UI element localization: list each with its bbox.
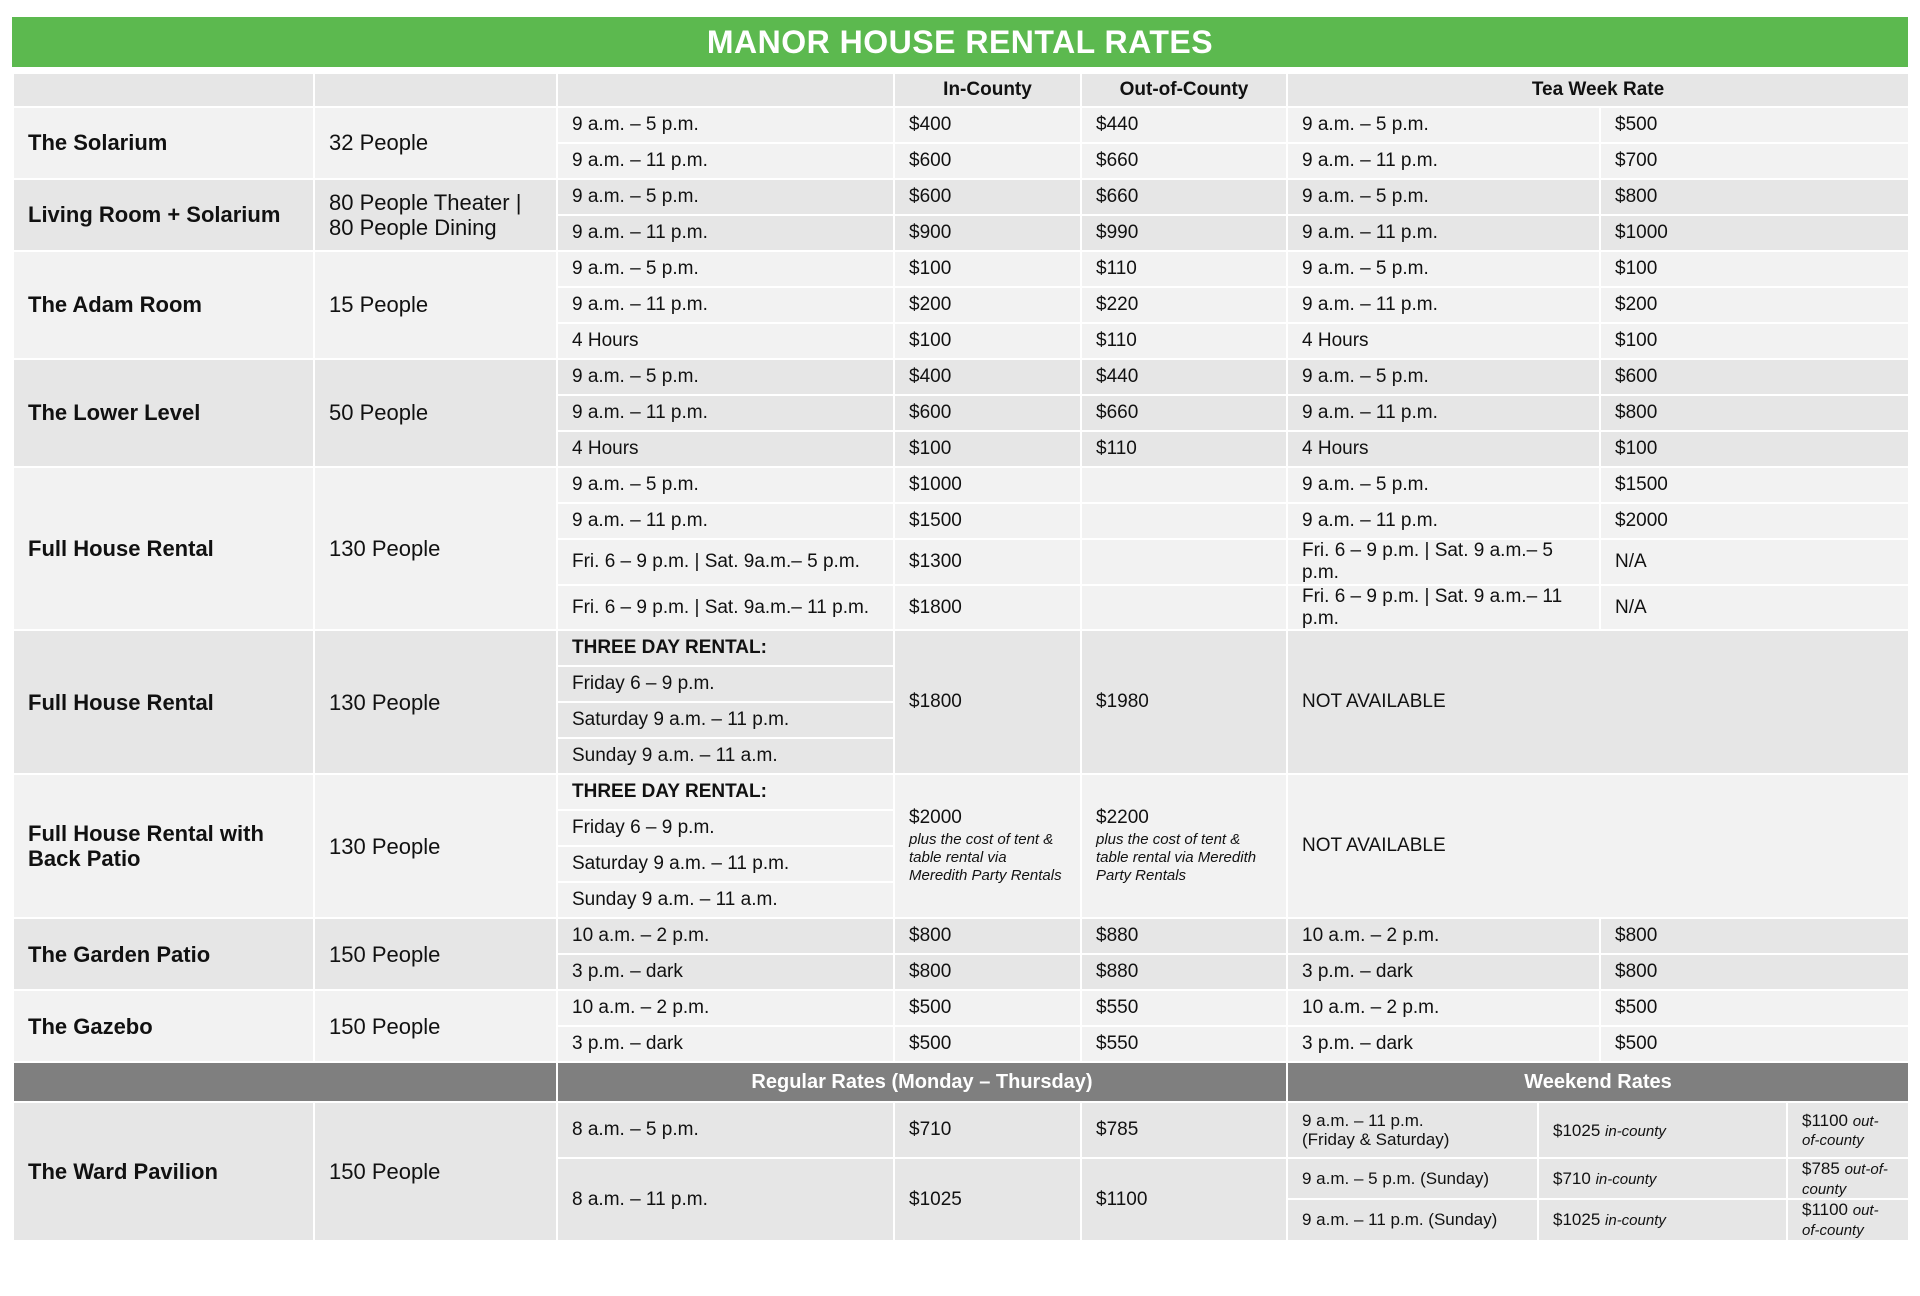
time-slot: 9 a.m. – 5 p.m.	[557, 359, 894, 395]
table-row	[13, 179, 1909, 215]
in-county-price: $400	[894, 107, 1081, 143]
room-name: The Garden Patio	[13, 918, 314, 990]
time-slot: 9 a.m. – 5 p.m.	[557, 251, 894, 287]
weekend-time-slot: 9 a.m. – 11 p.m. (Sunday)	[1287, 1199, 1538, 1240]
tea-time-slot: Fri. 6 – 9 p.m. | Sat. 9 a.m.– 11 p.m.	[1287, 585, 1600, 631]
table-row	[13, 990, 1909, 1026]
price-value: $1025	[1553, 1120, 1601, 1140]
tea-price: $800	[1600, 918, 1909, 954]
price-value: $785	[1802, 1159, 1840, 1179]
price-value: $1100	[1802, 1200, 1849, 1220]
out-county-price: $660	[1081, 179, 1287, 215]
room-capacity: 15 People	[314, 251, 557, 359]
in-county-price: $600	[894, 179, 1081, 215]
tea-not-available: NOT AVAILABLE	[1287, 774, 1909, 918]
out-county-price: $550	[1081, 1026, 1287, 1062]
tea-time-slot: 9 a.m. – 5 p.m.	[1287, 179, 1600, 215]
tea-price: $100	[1600, 431, 1909, 467]
time-slot: 10 a.m. – 2 p.m.	[557, 918, 894, 954]
price-suffix: out-of-county	[1802, 1161, 1888, 1198]
pavilion-header-row	[13, 1062, 1909, 1102]
in-county-price: $1500	[894, 503, 1081, 539]
tea-time-slot: 9 a.m. – 5 p.m.	[1287, 251, 1600, 287]
in-county-price	[894, 774, 1081, 918]
tea-time-slot: 9 a.m. – 5 p.m.	[1287, 467, 1600, 503]
room-capacity: 130 People	[314, 630, 557, 774]
price-note: plus the cost of tent & table rental via Meredith Party Rentals	[1096, 831, 1257, 885]
out-county-price: $440	[1081, 107, 1287, 143]
time-slot: Friday 6 – 9 p.m.	[557, 666, 894, 702]
room-name: Full House Rental	[13, 467, 314, 630]
time-slot: Fri. 6 – 9 p.m. | Sat. 9a.m.– 11 p.m.	[557, 585, 894, 631]
tea-price: $500	[1600, 1026, 1909, 1062]
weekend-rates-header: Weekend Rates	[1287, 1062, 1909, 1102]
time-slot: Saturday 9 a.m. – 11 p.m.	[557, 846, 894, 882]
table-header-row	[13, 73, 1909, 107]
weekend-time-slot: 9 a.m. – 5 p.m. (Sunday)	[1287, 1158, 1538, 1199]
price-note: plus the cost of tent & table rental via Meredith Party Rentals	[909, 831, 1062, 885]
in-county-price: $600	[894, 395, 1081, 431]
out-county-price: $110	[1081, 251, 1287, 287]
in-county-price: $100	[894, 323, 1081, 359]
time-slot: 9 a.m. – 11 p.m.	[557, 395, 894, 431]
tea-time-slot: 4 Hours	[1287, 323, 1600, 359]
time-slot: Fri. 6 – 9 p.m. | Sat. 9a.m.– 5 p.m.	[557, 539, 894, 585]
in-county-price: $500	[894, 1026, 1081, 1062]
out-county-price: $1980	[1081, 630, 1287, 774]
tea-price: $800	[1600, 395, 1909, 431]
out-county-price	[1081, 585, 1287, 631]
out-county-price	[1081, 467, 1287, 503]
tea-time-slot: 9 a.m. – 11 p.m.	[1287, 143, 1600, 179]
room-capacity: 150 People	[314, 1102, 557, 1240]
time-slot: 9 a.m. – 11 p.m.	[557, 287, 894, 323]
time-slot: 9 a.m. – 11 p.m.	[557, 143, 894, 179]
tea-time-slot: 3 p.m. – dark	[1287, 954, 1600, 990]
room-capacity	[314, 179, 557, 251]
out-county-price: $880	[1081, 918, 1287, 954]
table-row	[13, 251, 1909, 287]
weekend-time-slot	[1287, 1102, 1538, 1158]
table-row	[13, 774, 1909, 810]
in-county-price: $400	[894, 359, 1081, 395]
in-county-price: $1800	[894, 585, 1081, 631]
room-name: The Adam Room	[13, 251, 314, 359]
table-row	[13, 918, 1909, 954]
time-slot: Saturday 9 a.m. – 11 p.m.	[557, 702, 894, 738]
tea-price: N/A	[1600, 585, 1909, 631]
price-value: $1100	[1802, 1110, 1849, 1130]
tea-time-slot: 10 a.m. – 2 p.m.	[1287, 990, 1600, 1026]
in-county-price: $710	[894, 1102, 1081, 1158]
room-name: Living Room + Solarium	[13, 179, 314, 251]
in-county-price: $1025	[894, 1158, 1081, 1240]
weekend-days: (Friday & Saturday)	[1302, 1130, 1450, 1150]
price-suffix: in-county	[1595, 1171, 1657, 1189]
tea-time-slot: 10 a.m. – 2 p.m.	[1287, 918, 1600, 954]
in-county-price: $1800	[894, 630, 1081, 774]
tea-price: $800	[1600, 179, 1909, 215]
room-capacity: 32 People	[314, 107, 557, 179]
tea-price: $2000	[1600, 503, 1909, 539]
room-name: The Solarium	[13, 107, 314, 179]
rates-table	[12, 72, 1910, 1242]
price-suffix: out-of-county	[1802, 1112, 1879, 1150]
capacity-line: 80 People Dining	[329, 215, 497, 240]
time-slot: Sunday 9 a.m. – 11 a.m.	[557, 882, 894, 918]
price-value: $2200	[1096, 807, 1149, 829]
out-county-price: $660	[1081, 143, 1287, 179]
three-day-heading: THREE DAY RENTAL:	[557, 774, 894, 810]
table-row	[13, 467, 1909, 503]
tea-not-available: NOT AVAILABLE	[1287, 630, 1909, 774]
room-capacity: 50 People	[314, 359, 557, 467]
tea-time-slot: 4 Hours	[1287, 431, 1600, 467]
tea-price: $1000	[1600, 215, 1909, 251]
in-county-price: $100	[894, 251, 1081, 287]
weekend-in-county	[1538, 1199, 1787, 1240]
tea-price: $800	[1600, 954, 1909, 990]
weekend-in-county	[1538, 1102, 1787, 1158]
price-value: $1025	[1553, 1210, 1601, 1230]
in-county-price: $500	[894, 990, 1081, 1026]
room-name: The Ward Pavilion	[13, 1102, 314, 1240]
time-slot: 9 a.m. – 5 p.m.	[557, 467, 894, 503]
tea-price: $700	[1600, 143, 1909, 179]
time-slot: 9 a.m. – 5 p.m.	[557, 179, 894, 215]
out-county-price: $1100	[1081, 1158, 1287, 1240]
tea-price: N/A	[1600, 539, 1909, 585]
time-slot: Sunday 9 a.m. – 11 a.m.	[557, 738, 894, 774]
in-county-price: $200	[894, 287, 1081, 323]
table-row	[13, 630, 1909, 666]
out-county-price	[1081, 539, 1287, 585]
time-slot: 4 Hours	[557, 323, 894, 359]
room-capacity: 150 People	[314, 990, 557, 1062]
in-county-price: $800	[894, 918, 1081, 954]
page-title: MANOR HOUSE RENTAL RATES	[12, 17, 1908, 67]
tea-time-slot: 9 a.m. – 11 p.m.	[1287, 287, 1600, 323]
time-slot: 3 p.m. – dark	[557, 954, 894, 990]
in-county-price: $600	[894, 143, 1081, 179]
time-slot: 3 p.m. – dark	[557, 1026, 894, 1062]
tea-time-slot: 9 a.m. – 11 p.m.	[1287, 503, 1600, 539]
room-capacity: 130 People	[314, 467, 557, 630]
out-county-price: $660	[1081, 395, 1287, 431]
tea-time-slot: 9 a.m. – 5 p.m.	[1287, 107, 1600, 143]
tea-time-slot: 3 p.m. – dark	[1287, 1026, 1600, 1062]
table-row	[13, 107, 1909, 143]
table-row	[13, 1102, 1909, 1158]
in-county-price: $100	[894, 431, 1081, 467]
time-slot: 8 a.m. – 5 p.m.	[557, 1102, 894, 1158]
in-county-price: $900	[894, 215, 1081, 251]
out-county-price: $880	[1081, 954, 1287, 990]
tea-time-slot: 9 a.m. – 5 p.m.	[1287, 359, 1600, 395]
price-value: $2000	[909, 807, 962, 829]
weekend-time: 9 a.m. – 11 p.m.	[1302, 1110, 1424, 1130]
out-county-price: $110	[1081, 431, 1287, 467]
weekend-in-county	[1538, 1158, 1787, 1199]
tea-time-slot: Fri. 6 – 9 p.m. | Sat. 9 a.m.– 5 p.m.	[1287, 539, 1600, 585]
in-county-price: $800	[894, 954, 1081, 990]
price-suffix: in-county	[1605, 1212, 1666, 1230]
out-county-price: $550	[1081, 990, 1287, 1026]
out-county-price: $110	[1081, 323, 1287, 359]
time-slot: 9 a.m. – 5 p.m.	[557, 107, 894, 143]
out-county-price	[1081, 503, 1287, 539]
tea-time-slot: 9 a.m. – 11 p.m.	[1287, 395, 1600, 431]
table-row	[13, 359, 1909, 395]
tea-price: $600	[1600, 359, 1909, 395]
weekend-out-county	[1787, 1199, 1909, 1240]
room-name: The Lower Level	[13, 359, 314, 467]
room-capacity: 130 People	[314, 774, 557, 918]
rates-page	[12, 17, 1908, 1242]
weekend-out-county	[1787, 1158, 1909, 1199]
tea-week-header: Tea Week Rate	[1287, 73, 1909, 107]
price-value: $710	[1553, 1169, 1591, 1189]
capacity-line: 80 People Theater |	[329, 189, 522, 215]
tea-price: $500	[1600, 107, 1909, 143]
time-slot: 10 a.m. – 2 p.m.	[557, 990, 894, 1026]
out-county-header: Out-of-County	[1081, 73, 1287, 107]
tea-price: $100	[1600, 323, 1909, 359]
out-county-price	[1081, 774, 1287, 918]
room-name: Full House Rental with Back Patio	[13, 774, 314, 918]
tea-price: $100	[1600, 251, 1909, 287]
time-slot: 9 a.m. – 11 p.m.	[557, 503, 894, 539]
out-county-price: $785	[1081, 1102, 1287, 1158]
time-slot: Friday 6 – 9 p.m.	[557, 810, 894, 846]
out-county-price: $990	[1081, 215, 1287, 251]
price-suffix: out-of-county	[1802, 1202, 1879, 1240]
time-slot: 8 a.m. – 11 p.m.	[557, 1158, 894, 1240]
tea-time-slot: 9 a.m. – 11 p.m.	[1287, 215, 1600, 251]
tea-price: $200	[1600, 287, 1909, 323]
in-county-price: $1300	[894, 539, 1081, 585]
time-slot: 9 a.m. – 11 p.m.	[557, 215, 894, 251]
three-day-heading: THREE DAY RENTAL:	[557, 630, 894, 666]
weekend-out-county	[1787, 1102, 1909, 1158]
out-county-price: $440	[1081, 359, 1287, 395]
room-name: Full House Rental	[13, 630, 314, 774]
price-suffix: in-county	[1605, 1122, 1666, 1140]
room-name: The Gazebo	[13, 990, 314, 1062]
tea-price: $1500	[1600, 467, 1909, 503]
regular-rates-header: Regular Rates (Monday – Thursday)	[557, 1062, 1287, 1102]
room-capacity: 150 People	[314, 918, 557, 990]
tea-price: $500	[1600, 990, 1909, 1026]
in-county-header: In-County	[894, 73, 1081, 107]
out-county-price: $220	[1081, 287, 1287, 323]
in-county-price: $1000	[894, 467, 1081, 503]
time-slot: 4 Hours	[557, 431, 894, 467]
